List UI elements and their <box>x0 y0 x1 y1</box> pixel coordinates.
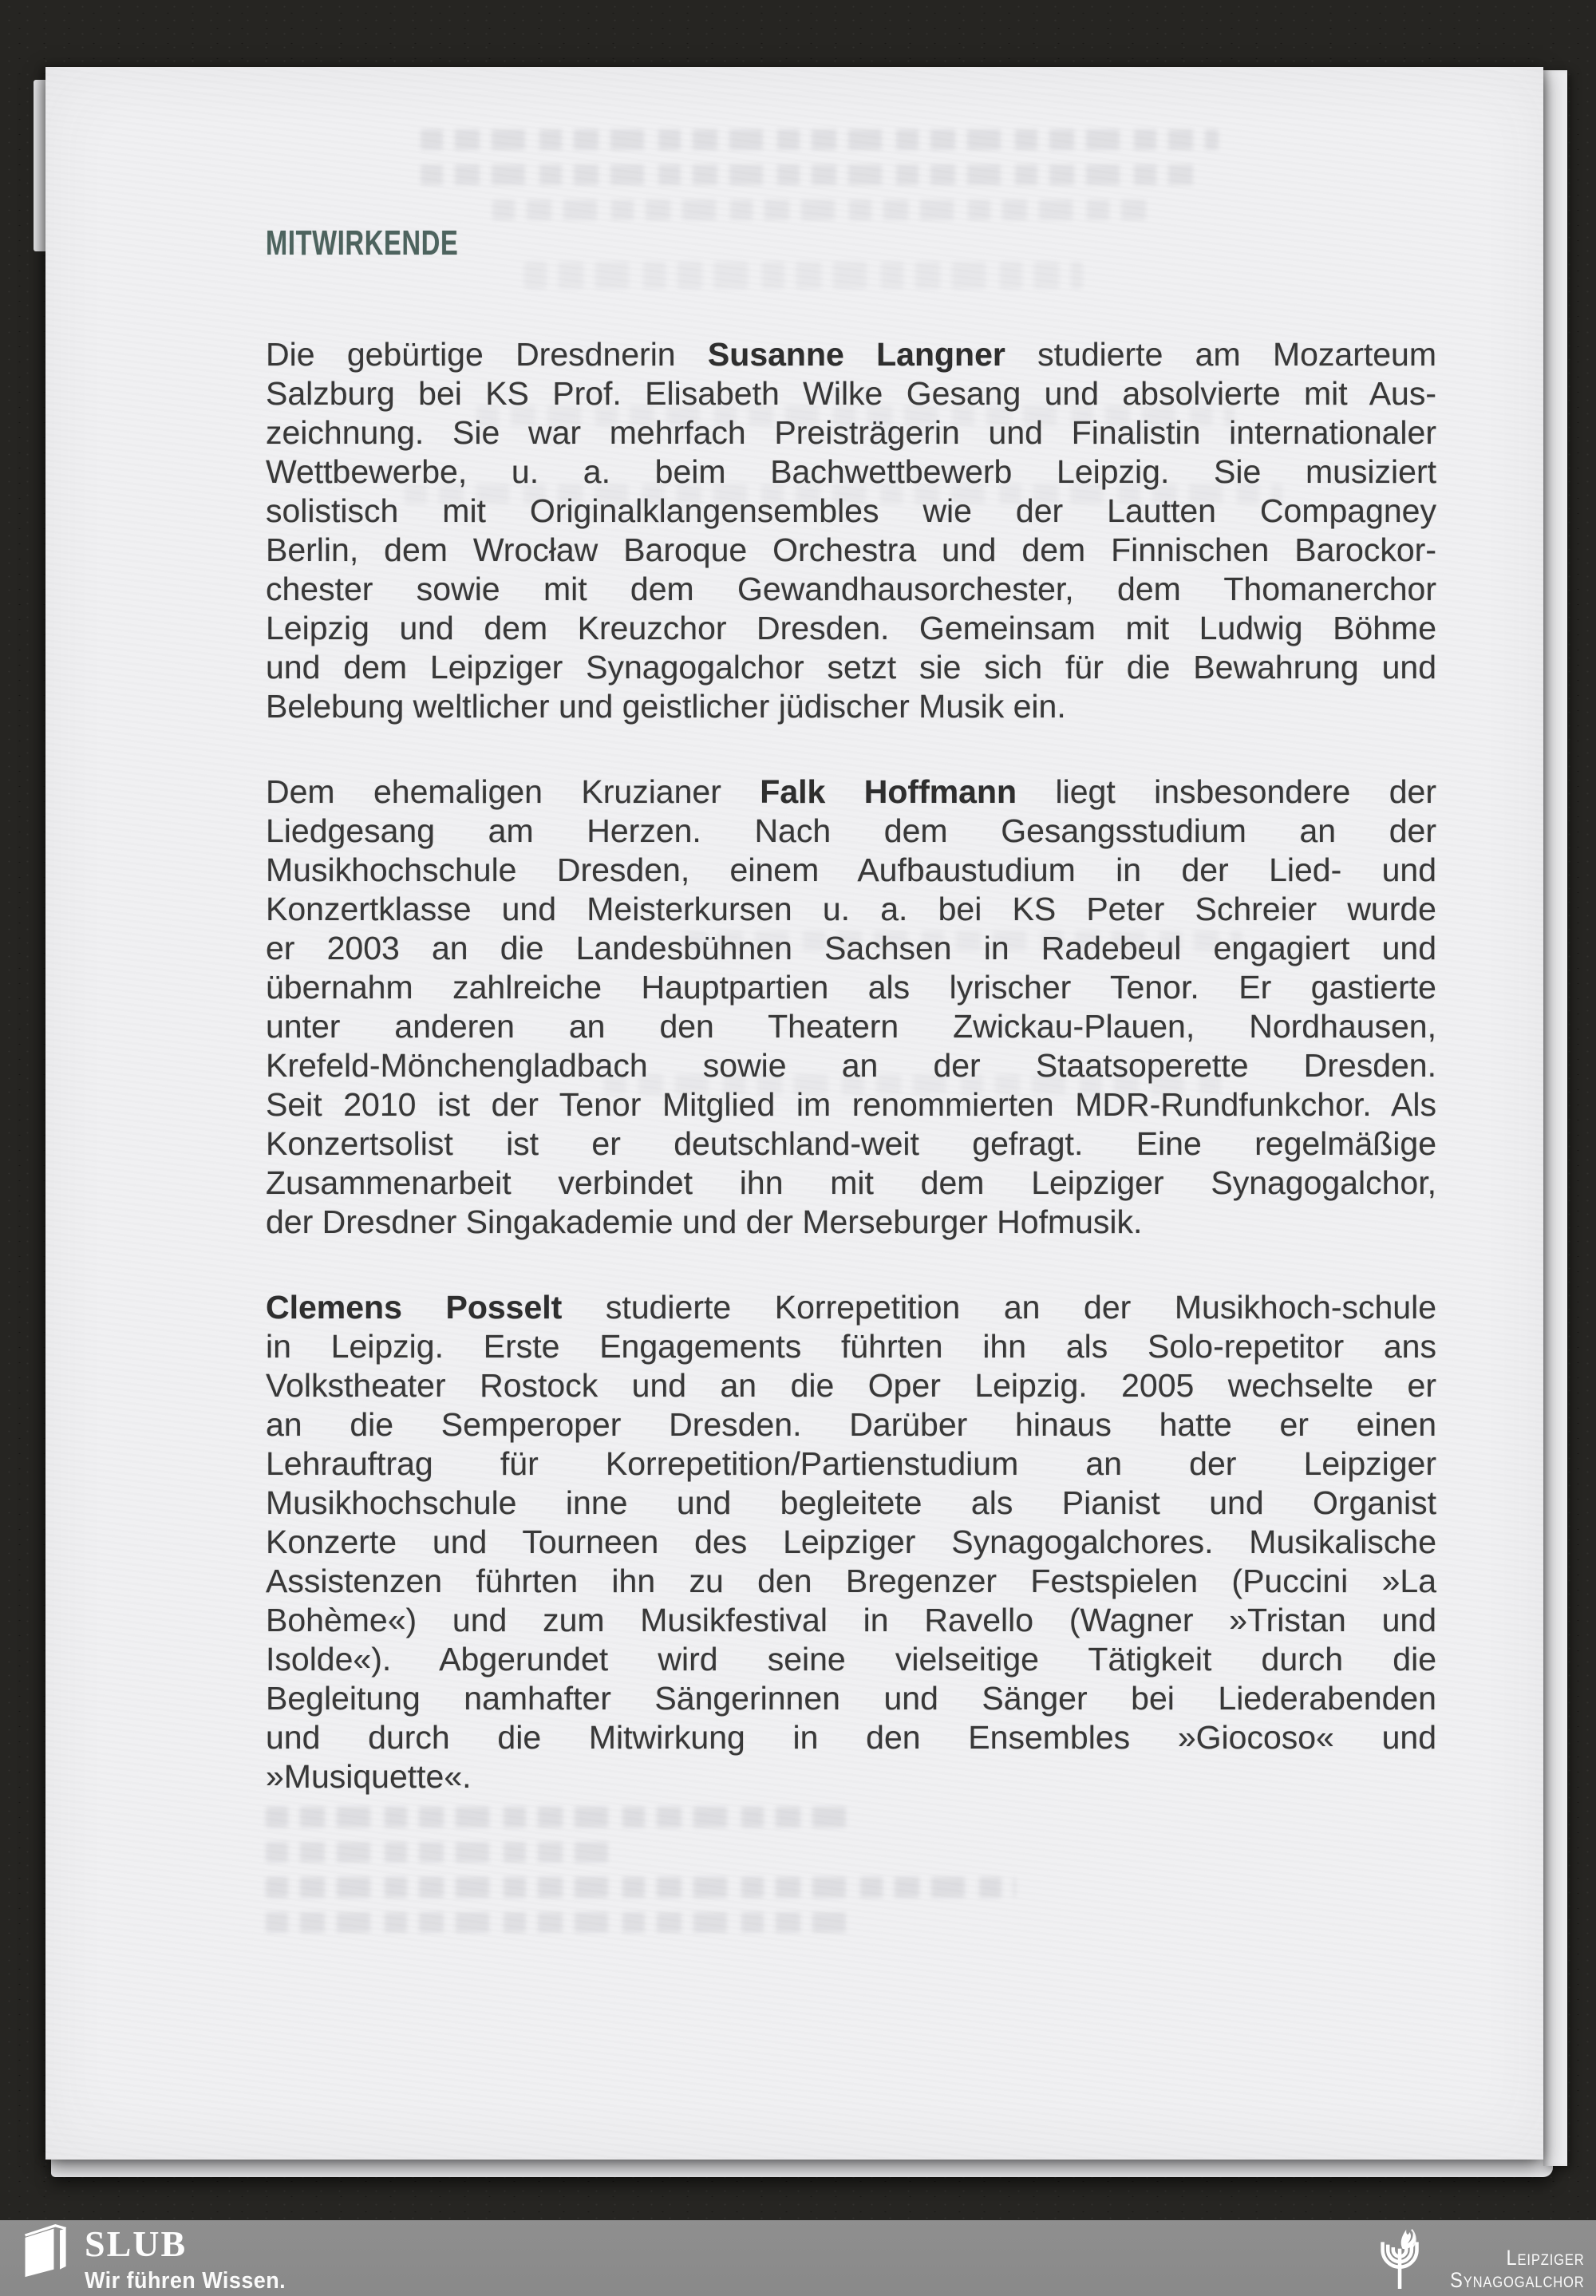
bleed-through-line <box>266 1912 848 1933</box>
person-name: Falk Hoffmann <box>760 773 1017 810</box>
menorah-flame-icon <box>1377 2223 1430 2294</box>
text-line: Musikhochschule inne und begleitete als Pianist und Organist <box>266 1484 1436 1521</box>
paragraph <box>266 773 1436 1242</box>
text-line: Dem ehemaligen Kruzianer Falk Hoffmann liegt insbesondere der <box>266 773 1436 810</box>
text-line: Volkstheater Rostock und an die Oper Leipzig. 2005 wechselte er <box>266 1367 1436 1404</box>
scanned-page <box>45 67 1543 2160</box>
choir-name-line1: Leipziger <box>1506 2246 1585 2270</box>
bleed-through-line <box>492 200 1147 220</box>
text-line: Die gebürtige Dresdnerin Susanne Langner studierte am Mozarteum <box>266 336 1436 373</box>
text-line: Berlin, dem Wrocław Baroque Orchestra und dem Finnischen Barockor- <box>266 532 1436 568</box>
slub-tagline: Wir führen Wissen. <box>85 2268 286 2294</box>
bleed-through-line <box>421 164 1203 185</box>
text-line: zeichnung. Sie war mehrfach Preisträgerin und Finalistin internationaler <box>266 414 1436 451</box>
slub-wordmark: SLUB <box>85 2223 188 2264</box>
text-line: Wettbewerbe, u. a. beim Bachwettbewerb Leipzig. Sie musiziert <box>266 453 1436 490</box>
text-line: solistisch mit Originalklangensembles wie der Lautten Compagney <box>266 492 1436 529</box>
text-line: Musikhochschule Dresden, einem Aufbaustudium in der Lied- und <box>266 852 1436 888</box>
text-line: Konzertsolist ist er deutschland-weit gefragt. Eine regelmäßige <box>266 1125 1436 1162</box>
text-line: Begleitung namhafter Sängerinnen und Sänger bei Liederabenden <box>266 1680 1436 1717</box>
text-line: Seit 2010 ist der Tenor Mitglied im renommierten MDR-Rundfunkchor. Als <box>266 1086 1436 1123</box>
text-line: Konzerte und Tourneen des Leipziger Synagogalchores. Musikalische <box>266 1523 1436 1560</box>
slub-logo[interactable] <box>0 2220 335 2296</box>
choir-name <box>1451 2247 1585 2291</box>
text-line: Assistenzen führten ihn zu den Bregenzer Festspielen (Puccini »La <box>266 1563 1436 1599</box>
text-line: und durch die Mitwirkung in den Ensembles »Giocoso« und <box>266 1719 1436 1756</box>
choir-name-line2: Synagogalchor <box>1450 2268 1585 2292</box>
text-line: und dem Leipziger Synagogalchor setzt sie sich für die Bewahrung und <box>266 649 1436 686</box>
leipziger-synagogalchor-logo[interactable] <box>1377 2220 1585 2296</box>
text-line: der Dresdner Singakademie und der Merseburger Hofmusik. <box>266 1203 1143 1240</box>
text-line: chester sowie mit dem Gewandhausorchester, dem Thomanerchor <box>266 571 1436 607</box>
text-line: an die Semperoper Dresden. Darüber hinaus hatte er einen <box>266 1406 1436 1443</box>
text-line: Bohème«) und zum Musikfestival in Ravello (Wagner »Tristan und <box>266 1602 1436 1638</box>
text-line: er 2003 an die Landesbühnen Sachsen in Radebeul engagiert und <box>266 930 1436 966</box>
text-line: Clemens Posselt studierte Korrepetition an der Musikhoch-schule <box>266 1289 1436 1326</box>
text-line: in Leipzig. Erste Engagements führten ihn als Solo-repetitor ans <box>266 1328 1436 1365</box>
text-line: »Musiquette«. <box>266 1758 472 1795</box>
text-line: unter anderen an den Theatern Zwickau-Plauen, Nordhausen, <box>266 1008 1436 1045</box>
person-name: Clemens Posselt <box>266 1289 563 1326</box>
text-line: Isolde«). Abgerundet wird seine vielseitige Tätigkeit durch die <box>266 1641 1436 1678</box>
text-line: Konzertklasse und Meisterkursen u. a. bei KS Peter Schreier wurde <box>266 891 1436 927</box>
body-paragraphs <box>266 335 1436 1843</box>
text-line: Leipzig und dem Kreuzchor Dresden. Gemeinsam mit Ludwig Böhme <box>266 610 1436 646</box>
bleed-through-line <box>266 1877 1016 1898</box>
paragraph <box>266 335 1436 726</box>
text-line: übernahm zahlreiche Hauptpartien als lyrischer Tenor. Er gastierte <box>266 969 1436 1006</box>
text-line: Zusammenarbeit verbindet ihn mit dem Leipziger Synagogalchor, <box>266 1164 1436 1201</box>
page-fold-edge-right <box>1543 70 1567 2166</box>
text-line: Belebung weltlicher und geistlicher jüdischer Musik ein. <box>266 688 1066 725</box>
text-line: Salzburg bei KS Prof. Elisabeth Wilke Gesang und absolvierte mit Aus- <box>266 375 1436 412</box>
footer-brand-bar <box>0 2220 1596 2296</box>
bleed-through-line <box>524 262 1083 289</box>
page-title: MITWIRKENDE <box>266 223 459 263</box>
bleed-through-line <box>421 129 1219 150</box>
text-line: Liedgesang am Herzen. Nach dem Gesangsstudium an der <box>266 812 1436 849</box>
person-name: Susanne Langner <box>707 336 1005 373</box>
paragraph <box>266 1288 1436 1796</box>
text-line: Lehrauftrag für Korrepetition/Partienstudium an der Leipziger <box>266 1445 1436 1482</box>
open-book-icon <box>21 2223 72 2278</box>
text-line: Krefeld-Mönchengladbach sowie an der Staatsoperette Dresden. <box>266 1047 1436 1084</box>
bleed-through-line <box>266 1842 609 1863</box>
